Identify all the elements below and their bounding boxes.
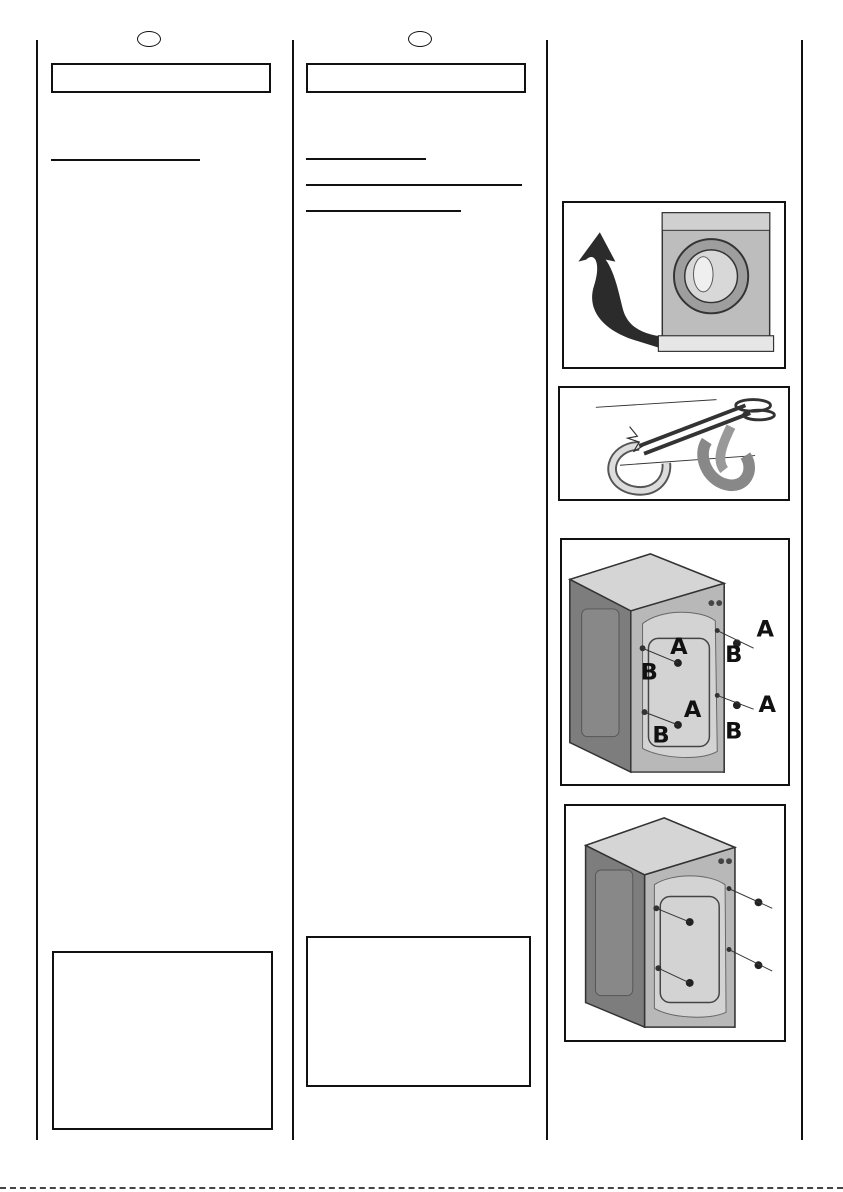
cut-hose-illustration <box>560 388 788 499</box>
callout-a-lower-left: A <box>683 697 702 724</box>
language-badge-1 <box>137 31 161 47</box>
language-badge-2 <box>408 31 432 47</box>
callout-b-lower-left: B <box>652 722 670 749</box>
page-trim-line <box>0 1187 843 1189</box>
heading-underline-2b <box>306 184 522 186</box>
transit-bolts-illustration <box>562 540 788 784</box>
figure-cut-hose <box>558 386 790 501</box>
heading-underline-2c <box>306 210 461 212</box>
note-box-2 <box>306 936 531 1087</box>
callout-a-upper-left: A <box>670 634 688 661</box>
callout-b-upper-right: B <box>725 642 743 668</box>
note-box-1 <box>52 951 273 1130</box>
callout-a-lower-right: A <box>758 692 777 719</box>
heading-underline-1 <box>51 159 200 161</box>
callout-a-upper-right: A <box>756 616 775 643</box>
callout-b-upper-left: B <box>640 659 658 686</box>
bolts-removed-illustration <box>566 806 784 1040</box>
column-rule-mid2 <box>546 40 548 1140</box>
section-title-box-1 <box>51 63 271 93</box>
figure-transit-bolts-labeled <box>560 538 790 786</box>
figure-tilt-machine <box>562 201 786 369</box>
section-title-box-2 <box>306 63 526 93</box>
column-rule-mid1 <box>292 40 294 1140</box>
column-rule-left <box>36 40 38 1140</box>
heading-underline-2a <box>306 158 426 160</box>
tilt-machine-illustration <box>564 203 784 367</box>
callout-b-lower-right: B <box>725 718 743 745</box>
figure-transit-bolts-removed <box>564 804 786 1042</box>
column-rule-right <box>801 40 803 1140</box>
